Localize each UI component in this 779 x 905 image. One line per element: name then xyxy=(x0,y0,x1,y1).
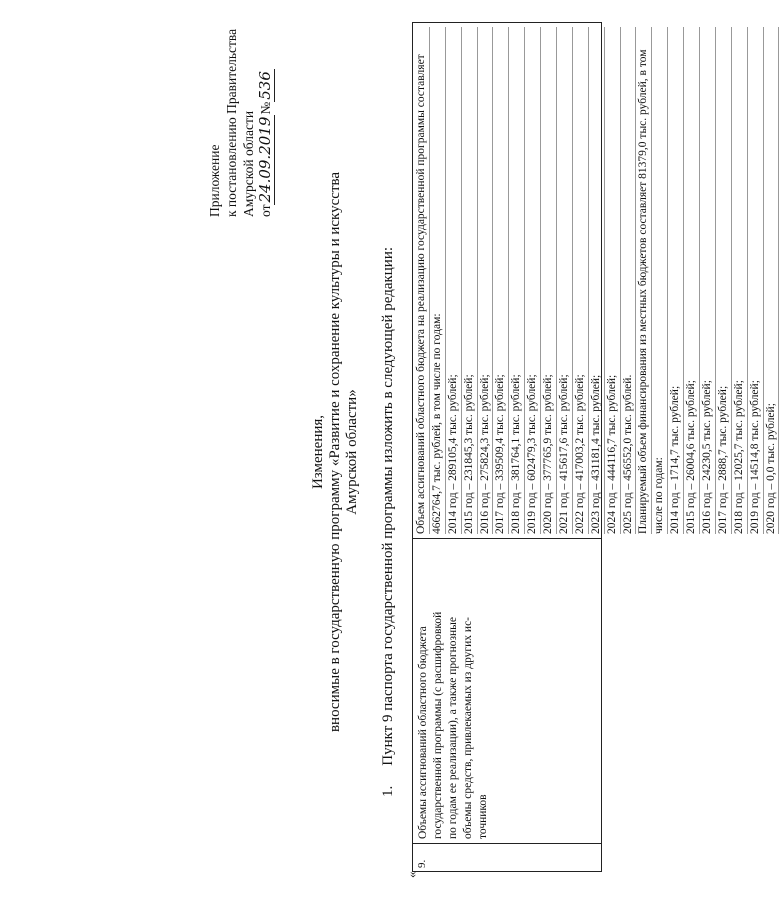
body-line: 2019 год – 14514,8 тыс. рублей; xyxy=(748,27,764,534)
body-line: 2021 год – 415617,6 тыс. рублей; xyxy=(557,27,573,534)
body-line: 2018 год – 12025,7 тыс. рублей; xyxy=(732,27,748,534)
body-line: 2014 год – 289105,4 тыс. рублей; xyxy=(446,27,462,534)
heading-line2: вносимые в государственную программу «Развитие и сохранение культуры и искусства xyxy=(327,171,343,733)
table-body-cell xyxy=(413,23,777,538)
date-value: 24.09.2019 xyxy=(256,116,274,203)
body-line: 2020 год – 0,0 тыс. рублей; xyxy=(764,27,779,534)
date-prefix: от xyxy=(258,204,273,217)
body-line: 2024 год – 444116,7 тыс. рублей; xyxy=(605,27,621,534)
body-line: 2018 год – 381764,1 тыс. рублей; xyxy=(509,27,525,534)
number-prefix: № xyxy=(258,101,273,115)
label-line: по годам ее реализации), а также прогнозные xyxy=(447,616,459,839)
body-line: 2014 год – 1714,7 тыс. рублей; xyxy=(668,27,684,534)
rotated-content xyxy=(10,12,777,892)
point-text: Пункт 9 паспорта государственной программы изложить в следующей редакции: xyxy=(380,246,396,766)
appendix-block xyxy=(206,17,274,217)
appendix-decree: к постановлению Правительства xyxy=(224,28,239,217)
body-line: 2016 год – 24230,5 тыс. рублей; xyxy=(700,27,716,534)
body-line: 2015 год – 26004,6 тыс. рублей; xyxy=(684,27,700,534)
appendix-region: Амурской области xyxy=(241,110,256,217)
label-line: точников xyxy=(477,794,489,839)
table-row-number: 9. xyxy=(413,843,601,871)
body-line: 4662764,7 тыс. рублей, в том числе по годам: xyxy=(430,27,446,534)
body-line: 2022 год – 417003,2 тыс. рублей; xyxy=(573,27,589,534)
heading-line3: Амурской области» xyxy=(344,389,360,515)
heading-title: Изменения, xyxy=(310,414,326,490)
point-number: 1. xyxy=(380,785,396,797)
body-line: Планируемый объем финансирования из местных бюджетов составляет 81379,0 тыс. рублей, в том xyxy=(636,27,652,534)
label-line: Объемы ассигнований областного бюджета xyxy=(417,626,429,839)
body-line: 2020 год – 377765,9 тыс. рублей; xyxy=(541,27,557,534)
passport-table xyxy=(412,22,777,872)
number-value: 536 xyxy=(256,71,274,100)
table-label-cell xyxy=(413,538,601,843)
body-line: Объем ассигнований областного бюджета на реализацию государственной программы составляет xyxy=(414,27,430,534)
body-line: 2019 год – 602479,3 тыс. рублей; xyxy=(525,27,541,534)
point-line xyxy=(380,227,397,797)
label-line: государственной программы (с расшифровкой xyxy=(432,611,444,839)
body-line: 2017 год – 2888,7 тыс. рублей; xyxy=(716,27,732,534)
appendix-title: Приложение xyxy=(207,144,222,217)
body-line: 2023 год – 431181,4 тыс. рублей; xyxy=(589,27,605,534)
body-line: числе по годам: xyxy=(652,27,668,534)
body-line: 2017 год – 339509,4 тыс. рублей; xyxy=(493,27,509,534)
label-line: объемы средств, привлекаемых из других ис- xyxy=(462,617,474,839)
heading-block xyxy=(310,12,361,892)
body-line: 2025 год – 456552,0 тыс. рублей. xyxy=(621,27,637,534)
body-line: 2016 год – 275824,3 тыс. рублей; xyxy=(478,27,494,534)
opening-quote: « xyxy=(404,871,419,878)
body-line: 2015 год – 231845,3 тыс. рублей; xyxy=(462,27,478,534)
appendix-date-line xyxy=(257,17,274,217)
